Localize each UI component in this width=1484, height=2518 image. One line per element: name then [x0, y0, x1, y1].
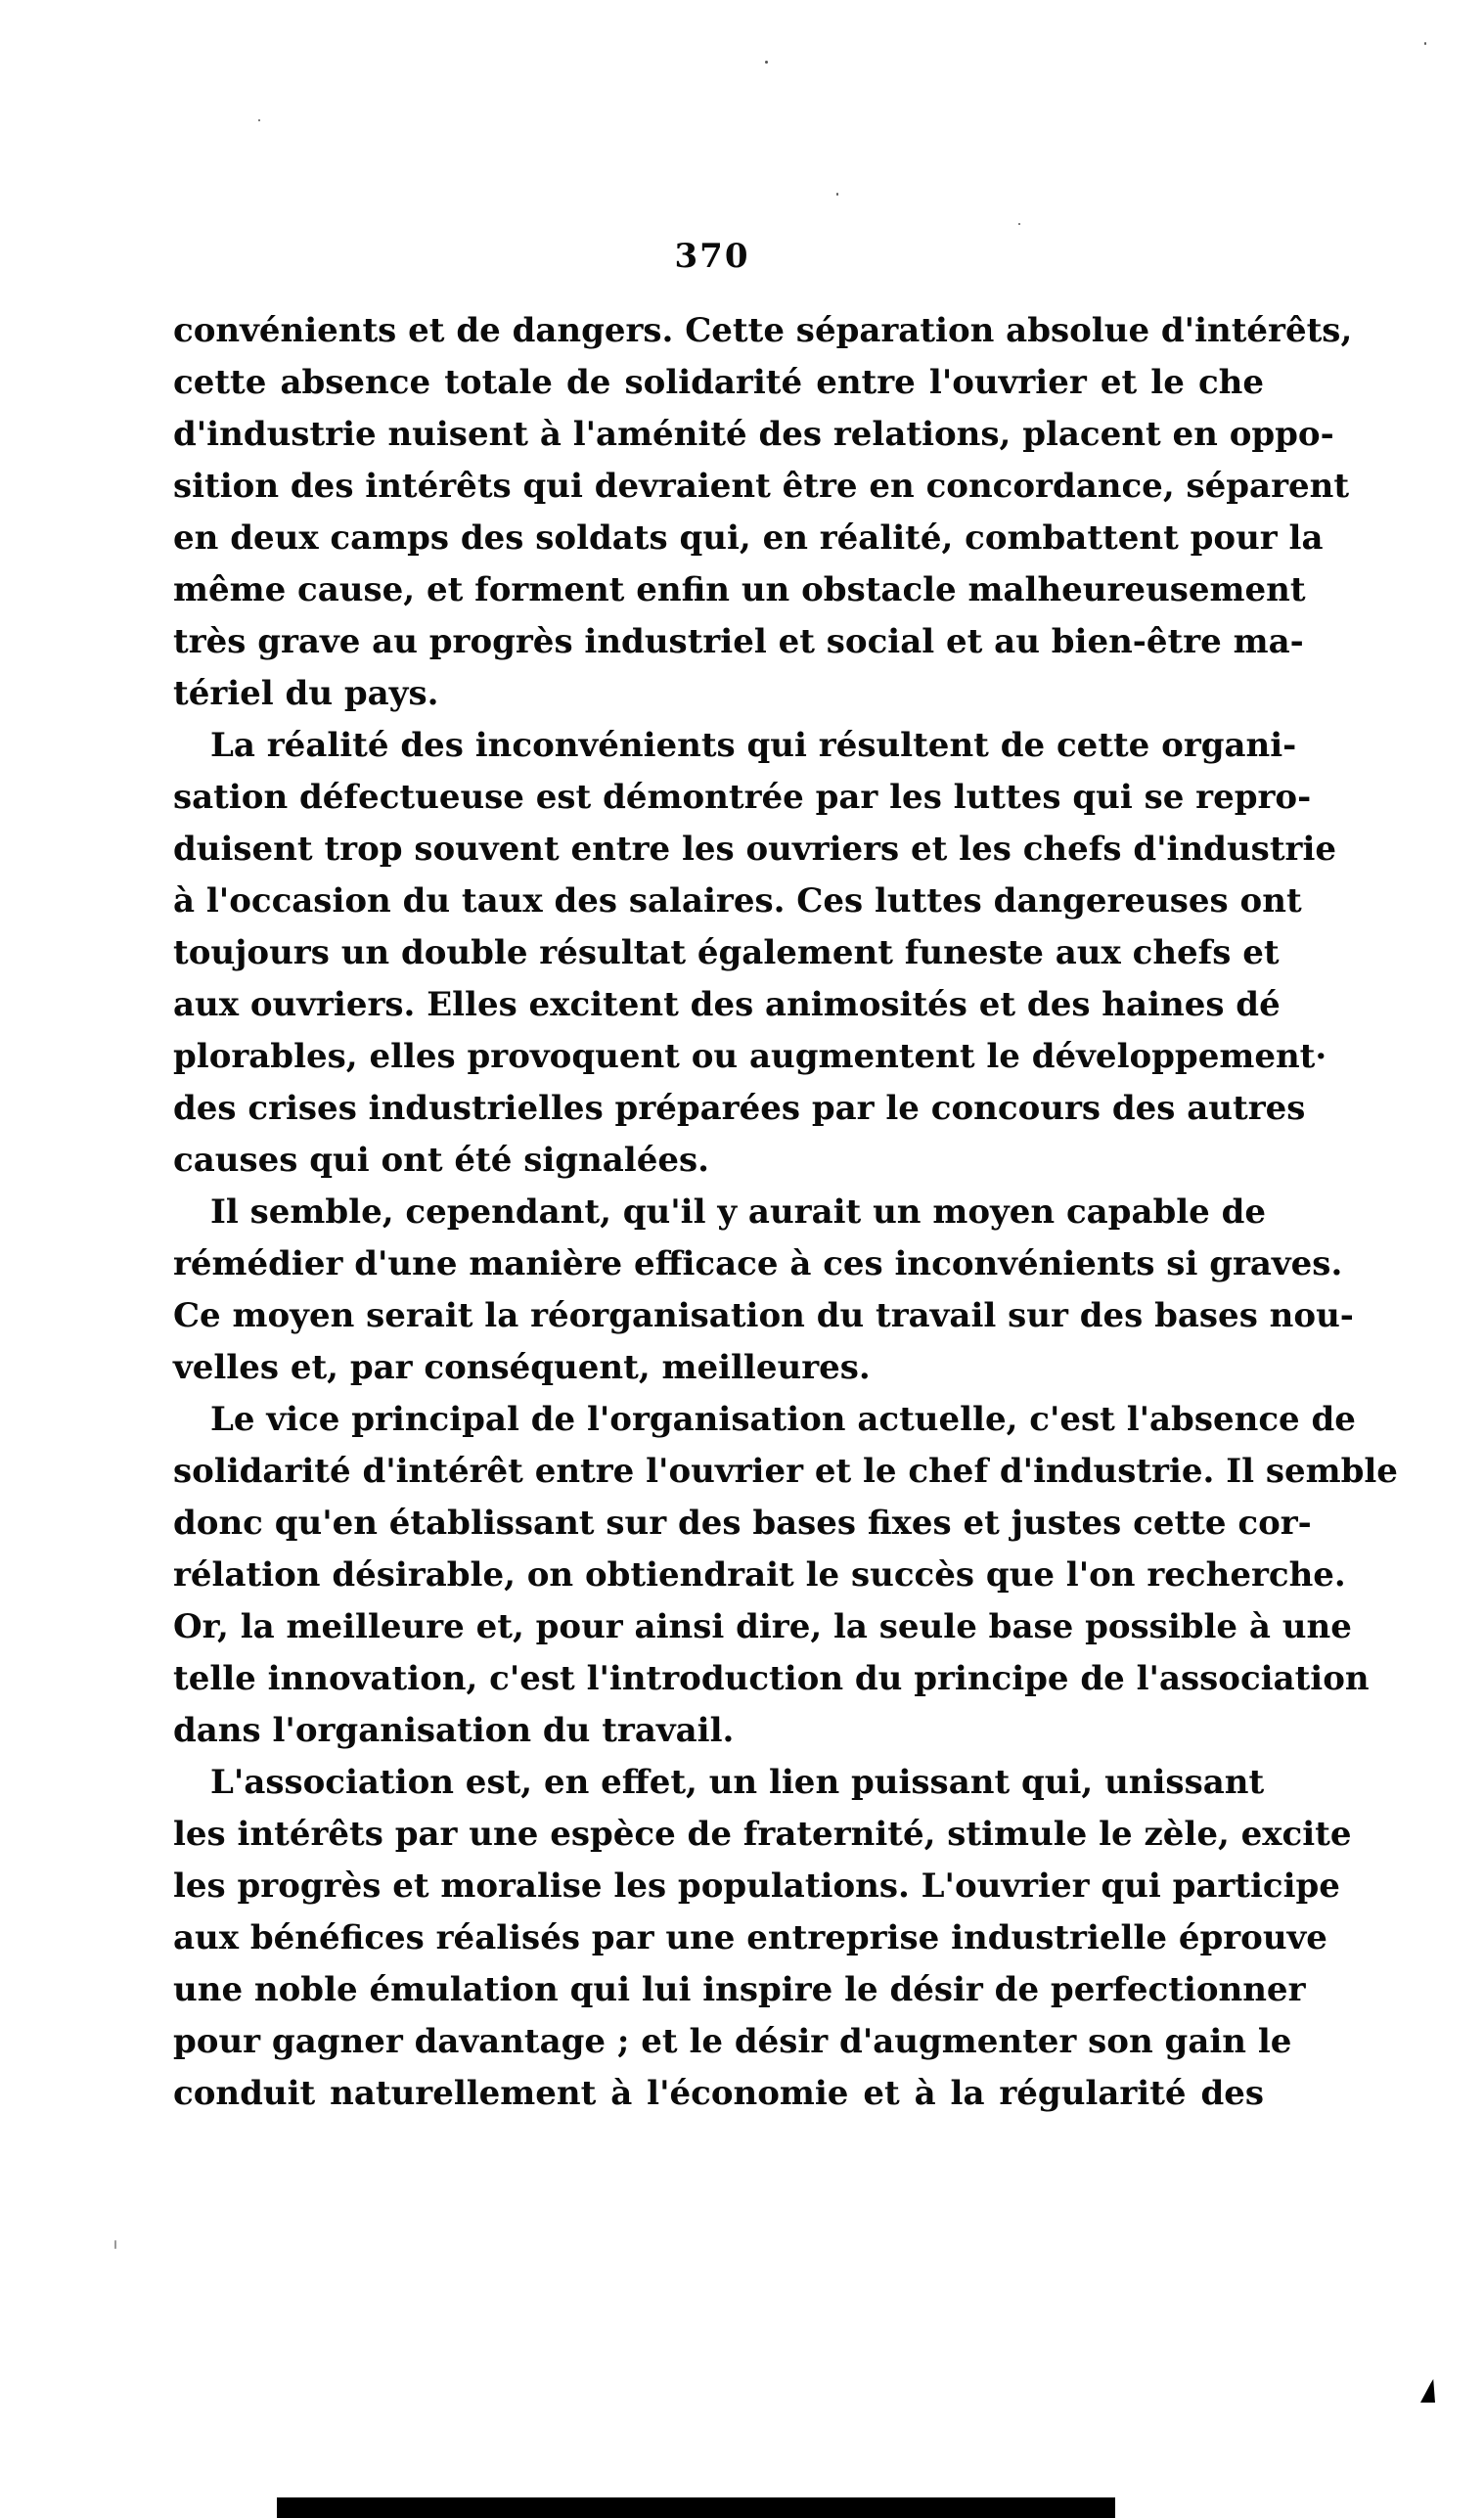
- text-line: telle innovation, c'est l'introduction du principe de l'association: [173, 1659, 1370, 1698]
- ink-blot-mark: [1420, 2379, 1435, 2403]
- text-line: les intérêts par une espèce de fraternité, stimule le zèle, excite: [173, 1815, 1352, 1854]
- text-line: Le vice principal de l'organisation actuelle, c'est l'absence de: [210, 1400, 1356, 1439]
- text-line: Or, la meilleure et, pour ainsi dire, la seule base possible à une: [173, 1607, 1352, 1646]
- text-line: une noble émulation qui lui inspire le désir de perfectionner: [173, 1970, 1306, 2009]
- text-line: les progrès et moralise les populations. L'ouvrier qui participe: [173, 1866, 1340, 1906]
- text-line: La réalité des inconvénients qui résultent de cette organi-: [210, 726, 1297, 765]
- text-line: solidarité d'intérêt entre l'ouvrier et le chef d'industrie. Il semble: [173, 1452, 1398, 1491]
- text-line: conduit naturellement à l'économie et à la régularité des: [173, 2074, 1264, 2113]
- text-line: en deux camps des soldats qui, en réalité, combattent pour la: [173, 518, 1324, 558]
- text-line: des crises industrielles préparées par le concours des autres: [173, 1089, 1306, 1128]
- text-line: même cause, et forment enfin un obstacle malheureusement: [173, 570, 1306, 609]
- scan-speck: [258, 119, 260, 121]
- text-block: [173, 305, 1398, 2120]
- text-line: aux bénéfices réalisés par une entreprise industrielle éprouve: [173, 1918, 1327, 1957]
- text-line: dans l'organisation du travail.: [173, 1711, 735, 1750]
- scan-speck: [765, 61, 768, 64]
- text-line: très grave au progrès industriel et social et au bien-être ma-: [173, 622, 1304, 661]
- text-line: d'industrie nuisent à l'aménité des relations, placent en oppo-: [173, 415, 1334, 454]
- text-line: donc qu'en établissant sur des bases fixes et justes cette cor-: [173, 1504, 1312, 1543]
- text-line: velles et, par conséquent, meilleures.: [173, 1348, 871, 1387]
- scan-speck: [1424, 42, 1426, 45]
- text-line: rélation désirable, on obtiendrait le succès que l'on recherche.: [173, 1555, 1346, 1595]
- text-line: pour gagner davantage ; et le désir d'augmenter son gain le: [173, 2022, 1292, 2061]
- text-line: sation défectueuse est démontrée par les luttes qui se repro-: [173, 778, 1312, 817]
- text-line: Ce moyen serait la réorganisation du travail sur des bases nou-: [173, 1296, 1354, 1335]
- text-line: convénients et de dangers. Cette séparation absolue d'intérêts,: [173, 311, 1353, 350]
- text-line: sition des intérêts qui devraient être en concordance, séparent: [173, 467, 1350, 506]
- text-line: aux ouvriers. Elles excitent des animosités et des haines dé: [173, 985, 1281, 1024]
- text-line: cette absence totale de solidarité entre l'ouvrier et le che: [173, 363, 1264, 402]
- text-line: L'association est, en effet, un lien puissant qui, unissant: [210, 1763, 1265, 1802]
- scan-speck: [836, 193, 838, 196]
- text-line: rémédier d'une manière efficace à ces inconvénients si graves.: [173, 1244, 1343, 1283]
- text-line: tériel du pays.: [173, 674, 439, 713]
- page-number: 370: [674, 237, 750, 276]
- text-line: Il semble, cependant, qu'il y aurait un moyen capable de: [210, 1192, 1267, 1232]
- scan-artifact-bar: [277, 2497, 1115, 2518]
- scan-speck: [114, 2240, 116, 2249]
- text-line: à l'occasion du taux des salaires. Ces luttes dangereuses ont: [173, 881, 1302, 921]
- text-line: duisent trop souvent entre les ouvriers et les chefs d'industrie: [173, 830, 1336, 869]
- text-line: toujours un double résultat également funeste aux chefs et: [173, 933, 1280, 972]
- text-line: causes qui ont été signalées.: [173, 1141, 709, 1180]
- scan-speck: [1018, 223, 1020, 225]
- text-line: plorables, elles provoquent ou augmentent le développement·: [173, 1037, 1327, 1076]
